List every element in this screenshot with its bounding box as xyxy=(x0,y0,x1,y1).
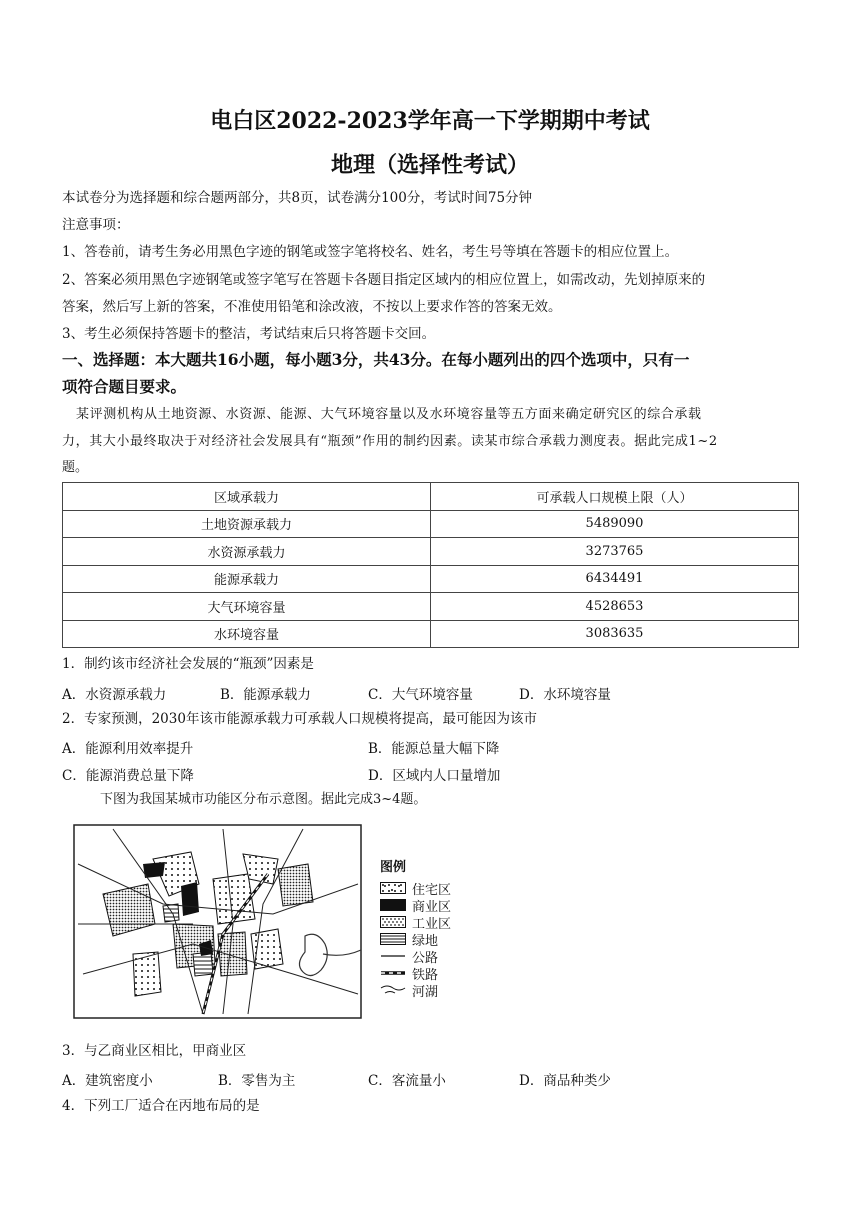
table-cell: 土地资源承载力 xyxy=(63,510,431,538)
notice-1: 1、答卷前，请考生务必用黑色字迹的钢笔或签字笔将校名、姓名，考生号等填在答题卡的相应位置上。 xyxy=(62,244,679,260)
legend-label: 绿地 xyxy=(412,934,439,949)
passage1-c: 题。 xyxy=(62,460,89,475)
q1-option-d: D．水环境容量 xyxy=(519,687,611,703)
legend-label: 商业区 xyxy=(412,900,452,915)
city-function-map xyxy=(73,824,363,1020)
residential-swatch-icon xyxy=(380,882,406,894)
table-cell: 3083635 xyxy=(431,620,799,648)
q2-option-a: A．能源利用效率提升 xyxy=(62,741,194,757)
table-row xyxy=(63,593,799,621)
table-cell: 水资源承载力 xyxy=(63,538,431,566)
notice-2b: 答案，然后写上新的答案，不准使用铅笔和涂改液，不按以上要求作答的答案无效。 xyxy=(62,299,562,315)
notice-2a: 2、答案必须用黑色字迹钢笔或签字笔写在答题卡各题目指定区域内的相应位置上，如需改动，先划掉原来的 xyxy=(62,272,706,288)
section-heading-b: 项符合题目要求。 xyxy=(62,377,187,396)
notice-3: 3、考生必须保持答题卡的整洁，考试结束后只将答题卡交回。 xyxy=(62,326,436,342)
legend-label: 铁路 xyxy=(412,968,439,983)
table-row xyxy=(63,620,799,648)
industrial-swatch-icon xyxy=(380,916,406,928)
q3-stem: 3．与乙商业区相比，甲商业区 xyxy=(62,1043,247,1059)
q2-stem: 2．专家预测，2030年该市能源承载力可承载人口规模将提高，最可能因为该市 xyxy=(62,711,537,727)
q3-option-d: D．商品种类少 xyxy=(519,1073,611,1089)
notice-title: 注意事项： xyxy=(62,217,130,233)
q1-stem: 1．制约该市经济社会发展的“瓶颈”因素是 xyxy=(62,656,314,672)
legend-label: 工业区 xyxy=(412,917,452,932)
q2-option-c: C．能源消费总量下降 xyxy=(62,768,194,784)
q4-stem: 4．下列工厂适合在丙地布局的是 xyxy=(62,1098,260,1114)
table-cell: 5489090 xyxy=(431,510,799,538)
intro-line: 本试卷分为选择题和综合题两部分，共8页，试卷满分100分，考试时间75分钟 xyxy=(62,190,533,206)
passage1-a: 某评测机构从土地资源、水资源、能源、大气环境容量以及水环境容量等五方面来确定研究区的综合承载 xyxy=(76,407,702,422)
road-line-icon xyxy=(380,950,406,962)
commercial-swatch-icon xyxy=(380,899,406,911)
q3-option-a: A．建筑密度小 xyxy=(62,1073,153,1089)
legend-title: 图例 xyxy=(380,860,407,875)
table-header-row xyxy=(63,483,799,511)
table-header-cell: 区域承载力 xyxy=(63,483,431,511)
passage1-b: 力，其大小最终取决于对经济社会发展具有“瓶颈”作用的制约因素。读某市综合承载力测度表。据此完成1~2 xyxy=(62,434,718,449)
table-cell: 3273765 xyxy=(431,538,799,566)
capacity-table xyxy=(62,482,799,648)
green-space-swatch-icon xyxy=(380,933,406,945)
legend-label: 住宅区 xyxy=(412,883,452,898)
table-cell: 大气环境容量 xyxy=(63,593,431,621)
table-row xyxy=(63,565,799,593)
q3-option-b: B．零售为主 xyxy=(218,1073,296,1089)
legend-label: 公路 xyxy=(412,951,439,966)
exam-subtitle: 地理（选择性考试） xyxy=(330,152,529,178)
q3-option-c: C．客流量小 xyxy=(368,1073,446,1089)
section-heading-a: 一、选择题：本大题共16小题，每小题3分，共43分。在每小题列出的四个选项中，只有一 xyxy=(62,350,690,369)
q1-option-c: C．大气环境容量 xyxy=(368,687,473,703)
table-row xyxy=(63,510,799,538)
exam-title: 电白区2022-2023学年高一下学期期中考试 xyxy=(210,108,650,134)
table-row xyxy=(63,538,799,566)
legend-label: 河湖 xyxy=(412,985,439,1000)
table-header-cell: 可承载人口规模上限（人） xyxy=(431,483,799,511)
q1-option-b: B．能源承载力 xyxy=(220,687,311,703)
q1-option-a: A．水资源承载力 xyxy=(62,687,167,703)
table-cell: 水环境容量 xyxy=(63,620,431,648)
q2-option-b: B．能源总量大幅下降 xyxy=(368,741,500,757)
q2-option-d: D．区域内人口量增加 xyxy=(368,768,501,784)
railway-line-icon xyxy=(380,967,406,979)
table-cell: 4528653 xyxy=(431,593,799,621)
river-lake-icon xyxy=(380,984,406,996)
table-cell: 6434491 xyxy=(431,565,799,593)
table-cell: 能源承载力 xyxy=(63,565,431,593)
passage2: 下图为我国某城市功能区分布示意图。据此完成3~4题。 xyxy=(100,792,427,807)
